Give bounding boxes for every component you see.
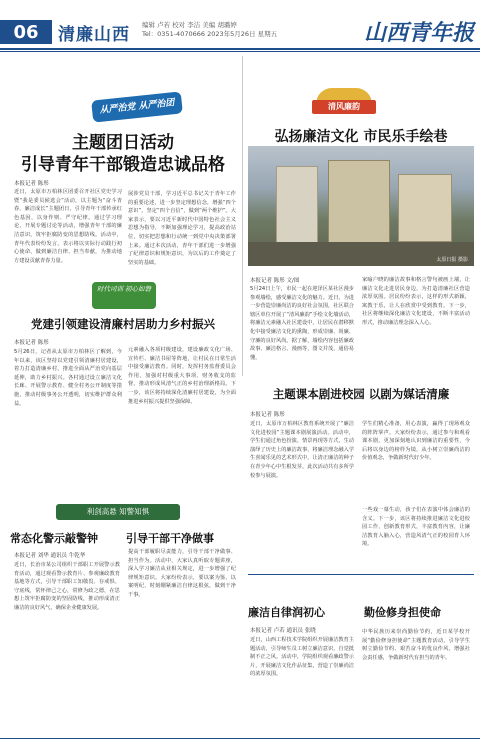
column-divider — [242, 56, 243, 376]
header-rule-thin — [0, 51, 480, 52]
banner-congdan: 从严治党 从严治团 — [91, 91, 183, 122]
a4-byline: 本报记者 陈彤 — [250, 412, 285, 418]
newspaper-logo: 山西青年报 — [363, 20, 474, 46]
a3-body-col1: 5月26日，记者从太原市万柏林区了解到，今年以来，该区坚持以党建引领清廉村居建设，着力打造清廉乡村，推进全面从严治党向基层延伸，助力乡村振兴。各村通过设立廉洁文化长廊、开展警示教育、健全村务公开制度等措施，推动村级事务公开透明，切实维护群众利益。 — [14, 349, 122, 407]
a5-title: 常态化警示敲警钟 — [10, 532, 98, 545]
editor-meta — [142, 21, 277, 39]
a4-body-col2: 学生们精心准备，用心表演，赢得了现场观众的阵阵掌声。大家纷纷表示，通过参与和观看课本剧，更加深刻地认识到廉洁的重要性，今后将以身边的榜样为镜，从小树立崇廉尚洁的价值观念，争做新时代好少年。 — [362, 421, 470, 462]
banner-lijian — [56, 504, 180, 520]
a2-byline: 本报记者 陈彤 文/图 — [250, 278, 300, 284]
photo-caption: 太原日报 摄影 — [436, 257, 468, 263]
a1-byline: 本报记者 陈彤 — [14, 181, 49, 187]
a4-title: 主题课本剧进校园 以剧为媒话清廉 — [272, 387, 450, 401]
banner-lijian-label: 利剑高悬 知警知惧 — [56, 504, 180, 520]
a2-body-col2: 家喻户晓的廉洁故事和格言警句被画上墙，让廉洁文化走进居民身边，为打造清廉社区营造浓厚氛围。居民纷纷表示，这样的形式新颖，寓教于乐，让人在欣赏中受到教育。下一步，社区将继续深化廉洁文化建设，不断丰富活动形式，推动廉洁理念深入人心。 — [362, 277, 470, 326]
a2-title: 弘扬廉洁文化 市民乐手绘巷 — [274, 129, 448, 145]
section-rule-right — [248, 574, 474, 575]
a2-body-col1: 5月24日上午，市民一起在迎泽区某社区漫步参观墙绘，感受廉洁文化的魅力。近日，为进一步营造崇廉尚洁的良好社会氛围，社区联合辖区单位开展了“清风廉韵”手绘文化墙活动，将廉洁元素融入社区建设中，让居民在潜移默化中接受廉洁文化的熏陶，形成崇廉、尚廉、守廉的良好风尚。据了解，墙绘内容包括廉政故事、廉洁格言、漫画等，图文并茂，通俗易懂。 — [250, 286, 354, 361]
a8-body: 中华民族历来崇尚勤俭节约，近日某学校开展“勤俭修身担使命”主题教育活动，引导学生树立勤俭节约、艰苦奋斗的优良作风，增强社会责任感，争做新时代有担当的青年。 — [362, 629, 470, 661]
a7-byline: 本报记者 卢若 通讯员 张晓 — [250, 628, 316, 634]
banner-shidai-label: 时代司训 初心如磐 — [92, 282, 156, 309]
banner-shidai — [92, 282, 156, 308]
a6-title: 引导干部干净做事 — [126, 532, 214, 545]
a4-body-col1: 近日，太原市万柏林区教育系统开展了“廉洁文化进校园”主题课本剧展演活动。活动中，学生们通过角色扮演、情景再现等方式，生动演绎了历史上的廉洁故事，将廉洁理念融入学生喜闻乐见的艺术形式中，让清正廉洁的种子在青少年心中生根发芽。此次活动共有多所学校参与展演。 — [250, 421, 354, 479]
mural-photo — [248, 146, 474, 266]
qingfeng-badge-label: 清风廉韵 — [312, 100, 376, 114]
page-number: 06 — [0, 20, 52, 44]
header-rule — [0, 48, 480, 50]
a3-title: 党建引领建设清廉村居助力乡村振兴 — [31, 317, 215, 331]
a7-title: 廉洁自律润初心 — [248, 606, 325, 619]
a4-body-col3: 一些戏一幕生动，孩子们在表演中体会廉洁的含义。下一步，该区将持续推进廉洁文化进校园工作，创新教育形式，丰富教育内容，让廉洁教育入脑入心，营造风清气正的校园育人环境。 — [362, 507, 470, 548]
a6-body: 提高干部履职尽责能力，引导干部干净做事、担当作为。活动中，大家认真听取专题讲座，深入学习廉洁从业相关规定，进一步增强了纪律规矩意识。大家纷纷表示，要以案为鉴、以案明纪，时刻绷紧廉洁自律这根弦，做到干净干事。 — [128, 549, 236, 598]
editor-line: 编辑 卢若 校对 李洁 美编 胡璐婷 — [142, 21, 237, 29]
a5-body: 近日，长治市某公司组织干部职工开展警示教育活动，通过观看警示教育片、参观廉政教育基地等方式，引导干部职工知敬畏、存戒惧、守底线，常怀律己之心，常修为政之德，在思想上筑牢拒腐防变的坚固防线，推动形成清正廉洁的良好风气，确保企业健康发展。 — [14, 562, 120, 611]
a1-body-col2: 展涉党员干部，学习近平总书记关于青年工作的重要论述，进一步坚定理想信念，增强“四个意识”，坚定“四个自信”，做到“两个维护”。大家表示，要以习近平新时代中国特色社会主义思想为指导，不断加强理论学习，提高政治站位，切实把思想和行动统一到党中央决策部署上来。通过本次活动，青年干部们进一步增强了纪律意识和规矩意识，为以后的工作奠定了坚实的基础。 — [128, 191, 236, 266]
a1-title-line1: 主题团日活动 — [72, 133, 174, 153]
a5-byline: 本报记者 刘华 通讯员 牛乾华 — [14, 553, 86, 559]
a3-byline: 本报记者 陈彤 — [14, 340, 49, 346]
section-title: 清廉山西 — [58, 25, 130, 45]
a3-body-col2: 元素融入各项村级建设，建设廉政文化广场、宣传栏、廉洁书屋等阵地，让村民在日常生活中接受廉洁教育。同时，发挥村务监督委员会作用，加强对村级重大事项、财务收支的监督，推动形成风清气正的乡村治理新格局。下一步，该区将持续深化清廉村居建设，为全面推进乡村振兴提供坚强保障。 — [128, 347, 236, 405]
a8-title: 勤俭修身担使命 — [364, 606, 441, 619]
a7-body: 近日，山西工程技术学院组织开展廉洁教育主题活动，引导师生员工树立廉洁意识，自觉抵制不正之风。活动中，学院组织观看廉政警示片，开展廉洁文化作品征集，营造了崇廉尚洁的浓厚氛围。 — [250, 637, 354, 678]
date-line: Tel：0351-4070666 2023年5月26日 星期五 — [142, 30, 278, 38]
a1-title-line2: 引导青年干部锻造忠诚品格 — [21, 155, 225, 175]
a1-body-col1: 近日，太原市万柏林区团委召开社区党史学习暨“我是委员候选会”活动，以主题为“奋斗青春、廉洁成长”主题团日，引导青年干部传承红色基因，以身作则、严守纪律。通过学习理论、开展专题讨论等活动，增强青年干部的廉洁意识，筑牢拒腐防变的思想防线。活动中，青年代表纷纷发言，表示将以实际行动践行初心使命，做到廉洁自律、担当奉献，为推动地方建设贡献青春力量。 — [14, 189, 122, 264]
footer-rule — [0, 738, 480, 739]
qingfeng-badge — [312, 88, 376, 114]
